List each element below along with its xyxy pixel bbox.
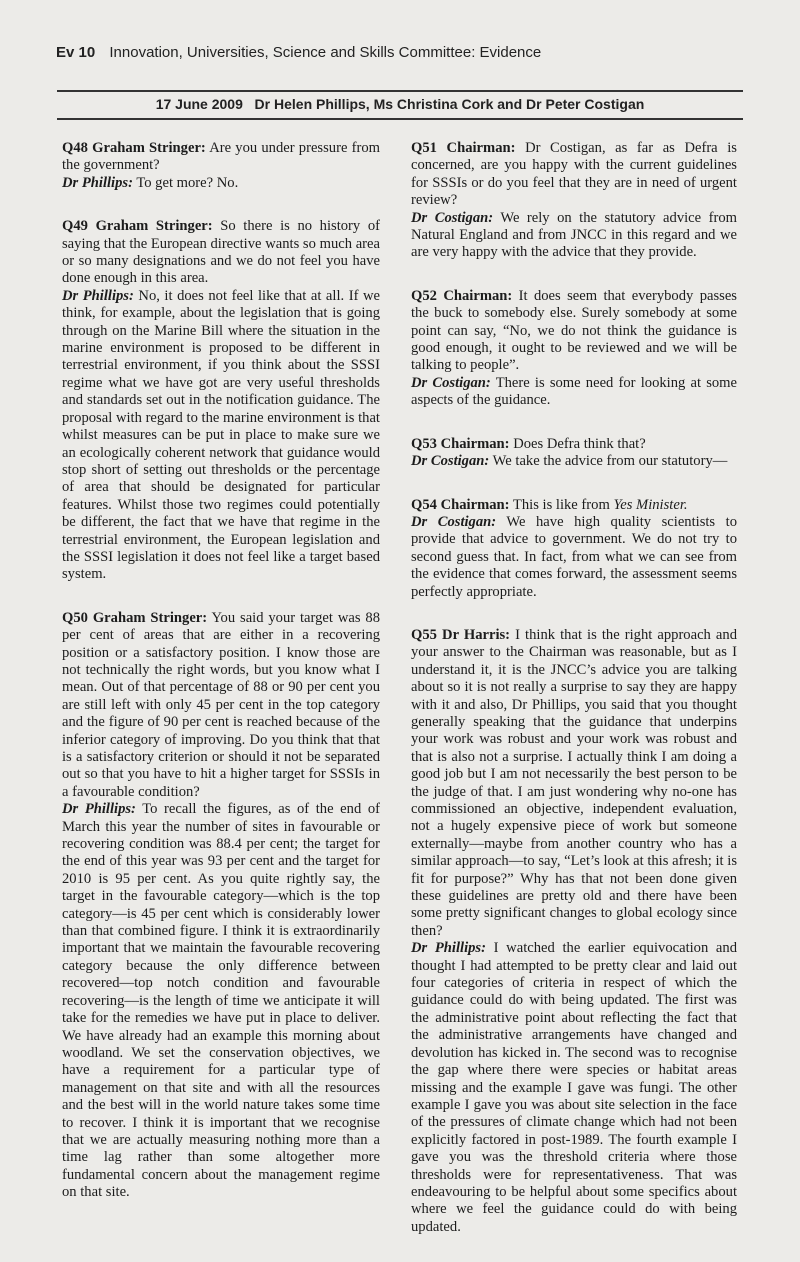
answer-text: To recall the figures, as of the end of March this year the number of sites in favourable or recovering condition was 88.4 per cent; the target for the end of this year was 93 per cent and the target for 2010 is 95 per cent. As you quite rightly say, the target in the favourable category—which is the top category—is 45 per cent which is considerably lower than that combined figure. I think it is extraordinarily important that we maintain the favourable recovering category because the only difference between recovered—top notch condition and favourable recovering—is the length of time we anticipate it will take for the remedies we have put in place to deliver. We have already had an example this morning about woodland. We set the conservation objectives, we have a requirement for a particular type of management on that site and with all the resources and the best will in the world nature takes some time to recover. I think it is important that we recognise that we are actually measuring nothing more than a time lag rather than some altogether more fundamental concern about the management regime on that site. (62, 801, 381, 1201)
witness-name: Dr Phillips: (411, 940, 486, 957)
question-number: Q54 (411, 496, 437, 513)
question-number: Q53 (411, 435, 437, 452)
left-column (62, 140, 380, 1228)
question-text: I think that is the right approach and your answer to the Chairman was reasonable, but as I understand it, it is the JNCC’s advice you are talking about so it is not really a surprise to say they are happy with it and also, Dr Phillips, you said that you thought generally speaking that the guidance that underpins your work was robust and your work was robust and that is also not a surprise. I actually think I am doing a good job but I am not necessarily the best person to be the judge of that. I am just wondering why no-one has commissioned an objective, independent evaluation, not a hugely expensive piece of work but someone externally—maybe from another country who has a similar approach—to say, “Let’s look at this afresh; it is fit for purpose?” Why has that not been done given these guidelines are pretty old and there have been some pretty significant changes to global ecology since then? (411, 626, 737, 939)
question-paragraph (411, 288, 737, 375)
question-text: This is like from (512, 496, 610, 513)
question-block (411, 627, 737, 1236)
questioner-name: Chairman: (443, 287, 513, 304)
questioner-name: Graham Stringer: (92, 609, 208, 626)
question-paragraph (62, 140, 380, 175)
answer-paragraph (62, 288, 380, 584)
witness-name: Dr Phillips: (62, 174, 133, 191)
question-number: Q49 (62, 218, 88, 235)
question-number: Q55 (411, 626, 437, 643)
questioner-name: Graham Stringer: (92, 140, 206, 156)
header-rule-top (57, 90, 743, 92)
question-block (411, 288, 737, 410)
question-paragraph (62, 218, 380, 288)
question-number: Q48 (62, 140, 88, 156)
witness-name: Dr Costigan: (411, 453, 490, 470)
question-text: Are you under pressure from the government? (62, 140, 380, 174)
answer-paragraph (411, 453, 737, 470)
answer-paragraph (411, 375, 737, 410)
running-head (56, 44, 541, 61)
answer-text: We take the advice from our statutory— (492, 453, 728, 470)
question-block (62, 610, 380, 1202)
question-paragraph (62, 610, 380, 801)
questioner-name: Chairman: (440, 496, 510, 513)
questioner-name: Chairman: (440, 435, 510, 452)
answer-text: There is some need for looking at some aspects of the guidance. (411, 374, 738, 409)
witness-name: Dr Phillips: (62, 287, 134, 304)
publication-title: Innovation, Universities, Science and Skills Committee: Evidence (109, 44, 542, 61)
question-paragraph (411, 627, 737, 940)
answer-paragraph (62, 801, 380, 1201)
answer-text: We rely on the statutory advice from Natural England and from JNCC in this regard and we are very happy with the advice that they provide. (411, 209, 737, 261)
answer-text: We have high quality scientists to provide that advice to government. We do not try to second guess that. In fact, from what we can see from the evidence that comes forward, the assessment seems perfectly appropriate. (411, 513, 737, 600)
questioner-name: Dr Harris: (442, 626, 511, 643)
answer-paragraph (62, 175, 380, 192)
answer-text: I watched the earlier equivocation and thought I had attempted to be pretty clear and laid out four categories of criteria in respect of which the guidance could do with being updated. The first was the administrative point about reflecting the fact that the administrative arrangements have changed and devolution has kicked in. The second was to recognise the gap where there were species or habitat areas missing and the example I gave was fungi. The other example I gave you was about site selection in the face of the pressures of climate change which had not been explicitly factored in post-1989. The fourth example I gave you was the threshold criteria where those thresholds were for representativeness. That was endeavouring to be helpful about some specifics about where we feel the guidance could do with being updated. (411, 940, 738, 1235)
question-block (411, 497, 737, 601)
questioner-name: Graham Stringer: (95, 218, 213, 235)
answer-paragraph (411, 210, 737, 262)
header-rule-bottom (57, 118, 743, 120)
session-line: 17 June 2009 Dr Helen Phillips, Ms Christina Cork and Dr Peter Costigan (155, 96, 645, 112)
question-block (411, 436, 737, 471)
question-paragraph (411, 497, 737, 514)
question-text: It does seem that everybody passes the buck to somebody else. Surely somebody at some point can say, “No, we do not think the guidance is good enough, it ought to be reviewed and we will be talking to people”. (411, 287, 737, 374)
question-block (62, 140, 380, 192)
question-text: Dr Costigan, as far as Defra is concerned, are you happy with the current guidelines for SSSIs or do you feel that they are in need of urgent review? (411, 140, 737, 209)
question-paragraph (411, 436, 737, 453)
questioner-name: Chairman: (446, 140, 516, 156)
witness-name: Dr Costigan: (411, 209, 494, 226)
question-text-italic: Yes Minister. (613, 496, 688, 513)
witness-name: Dr Costigan: (411, 374, 491, 391)
answer-paragraph (411, 940, 737, 1236)
question-block (411, 140, 737, 262)
question-text: So there is no history of saying that the European directive wants so much area or so many designations and we do not feel you have done enough in this area. (62, 218, 380, 287)
question-number: Q52 (411, 287, 437, 304)
question-paragraph (411, 140, 737, 210)
witness-name: Dr Phillips: (62, 801, 136, 818)
question-number: Q51 (411, 140, 437, 156)
question-text: Does Defra think that? (513, 435, 646, 452)
witness-name: Dr Costigan: (411, 513, 497, 530)
right-column (411, 140, 737, 1262)
question-block (62, 218, 380, 584)
page-number: Ev 10 (56, 44, 96, 61)
answer-text: To get more? No. (136, 174, 239, 191)
answer-text: No, it does not feel like that at all. If we think, for example, about the legislation that is going through on the Marine Bill where the situation in the marine environment is proposed to be different in terrestrial environment, if you think about the SSSI regime what we have got are very useful thresholds and standards set out in the notification guidance. The proposal with regard to the marine environment is that whilst measures can be put in place to make sure we an ecologically coherent network that guidance would stop short of setting out thresholds or the percentage of area that should be designated for particular features. Whilst those two regimes could potentially be different, the fact that we have that regime in the terrestrial environment, the European legislation and the SSSI legislation it does not feel like a target based system. (62, 287, 380, 583)
question-number: Q50 (62, 609, 88, 626)
answer-paragraph (411, 514, 737, 601)
question-text: You said your target was 88 per cent of areas that are either in a recovering position or a satisfactory position. I know those are not technically the right words, but you know what I mean. Out of that percentage of 88 or 90 per cent you are still left with only 45 per cent in the top category and the figure of 90 per cent is reached because of the inferior category of improving. Do you think that that is a satisfactory criterion or should it not be separated out so that you have to hit a higher target for SSSIs in a favourable condition? (62, 609, 380, 800)
